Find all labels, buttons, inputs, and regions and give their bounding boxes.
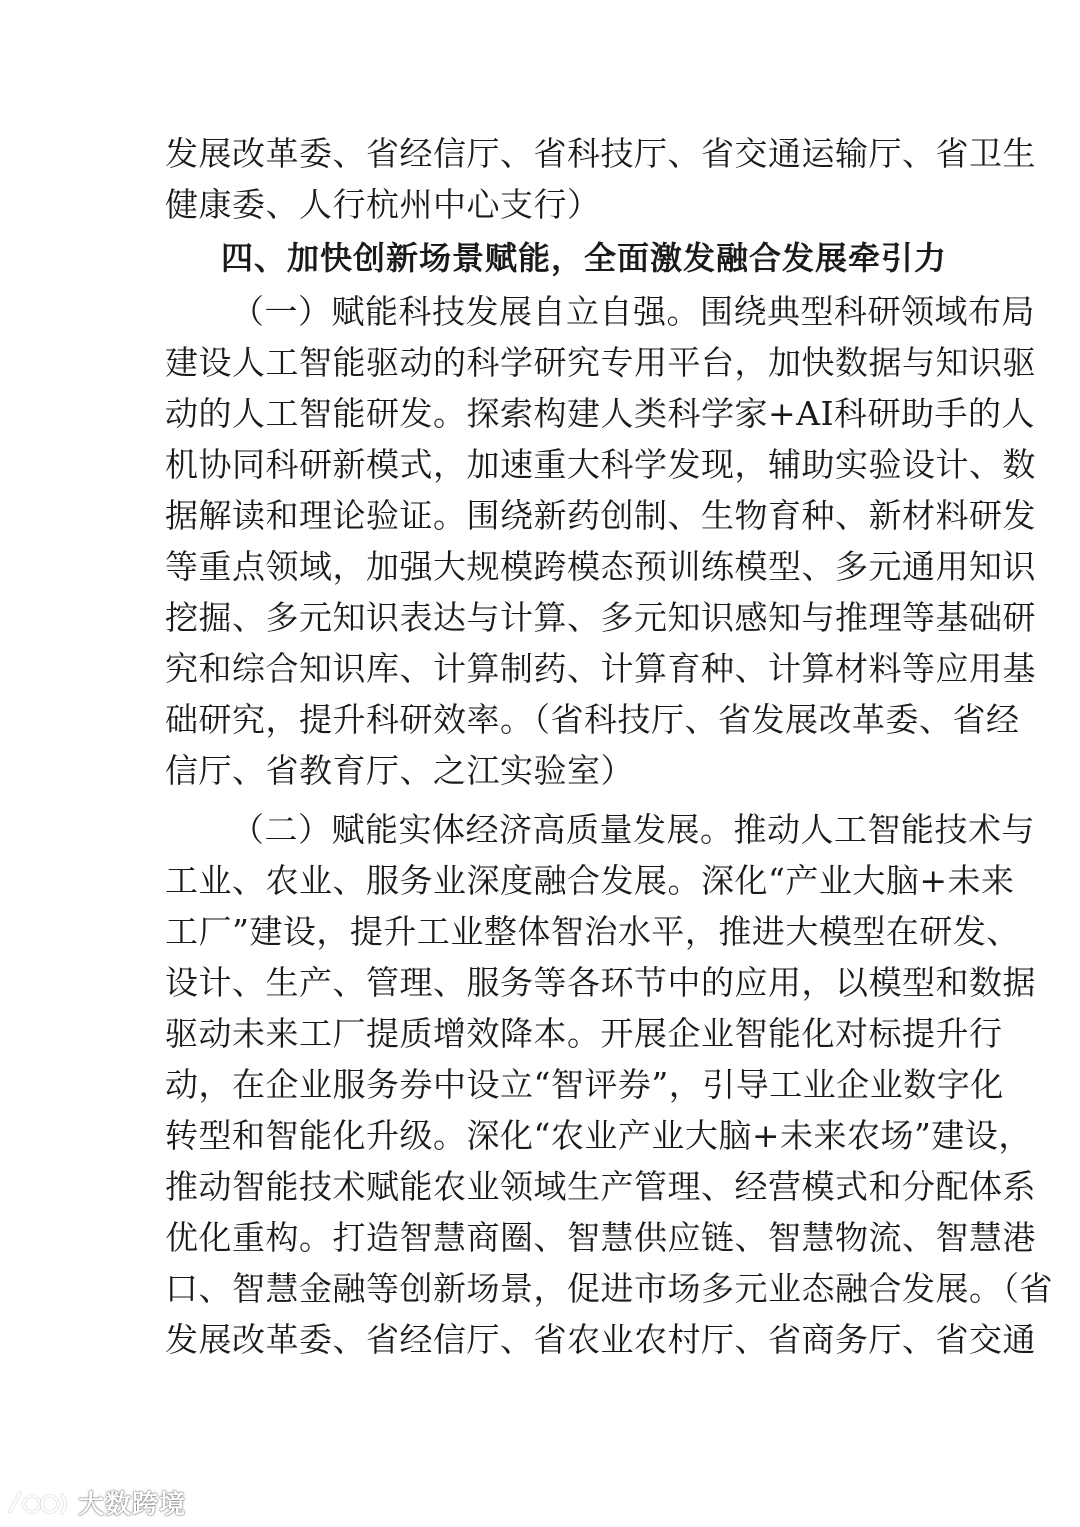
section1-line-6: 等重点领域，加强大规模跨模态预训练模型、多元通用知识 <box>165 547 1036 586</box>
section1-line-9: 础研究，提升科研效率。（省科技厅、省发展改革委、省经 <box>165 700 1020 739</box>
document-page <box>165 128 1053 1365</box>
section2-line-2: 工业、农业、服务业深度融合发展。深化“产业大脑+未来 <box>165 861 1015 900</box>
section1-line-3: 动的人工智能研发。探索构建人类科学家+AI科研助手的人 <box>165 394 1036 433</box>
watermark-text: 大数跨境 <box>78 1489 187 1520</box>
section2-line-9: 优化重构。打造智慧商圈、智慧供应链、智慧物流、智慧港 <box>165 1218 1036 1257</box>
section2-line-8: 推动智能技术赋能农业领域生产管理、经营模式和分配体系 <box>165 1167 1036 1206</box>
watermark-logo-icon <box>6 1485 72 1519</box>
section-heading: 四、加快创新场景赋能，全面激发融合发展牵引力 <box>221 239 948 277</box>
section1-line-4: 机协同科研新模式，加速重大科学发现，辅助实验设计、数 <box>165 445 1036 484</box>
section2-line-7: 转型和智能化升级。深化“农业产业大脑+未来农场”建设， <box>165 1116 1032 1155</box>
section1-line-1: （一）赋能科技发展自立自强。围绕典型科研领域布局 <box>231 292 1035 331</box>
section1-line-2: 建设人工智能驱动的科学研究专用平台，加快数据与知识驱 <box>165 343 1036 382</box>
section2-line-4: 设计、生产、管理、服务等各环节中的应用，以模型和数据 <box>165 963 1036 1002</box>
section2-line-10: 口、智慧金融等创新场景，促进市场多元业态融合发展。（省 <box>165 1269 1053 1308</box>
section2-line-5: 驱动未来工厂提质增效降本。开展企业智能化对标提升行 <box>165 1014 1003 1053</box>
section1-line-10: 信厅、省教育厅、之江实验室） <box>165 751 634 790</box>
section2-line-11: 发展改革委、省经信厅、省农业农村厅、省商务厅、省交通 <box>165 1320 1036 1359</box>
intro-line-1: 发展改革委、省经信厅、省科技厅、省交通运输厅、省卫生 <box>165 134 1036 173</box>
intro-line-2: 健康委、人行杭州中心支行） <box>165 185 601 224</box>
section2-line-1: （二）赋能实体经济高质量发展。推动人工智能技术与 <box>231 810 1035 849</box>
section1-line-5: 据解读和理论验证。围绕新药创制、生物育种、新材料研发 <box>165 496 1036 535</box>
section1-line-8: 究和综合知识库、计算制药、计算育种、计算材料等应用基 <box>165 649 1036 688</box>
watermark <box>6 1482 186 1522</box>
section2-line-3: 工厂”建设，提升工业整体智治水平，推进大模型在研发、 <box>165 912 1020 951</box>
section1-line-7: 挖掘、多元知识表达与计算、多元知识感知与推理等基础研 <box>165 598 1036 637</box>
section2-line-6: 动，在企业服务券中设立“智评券”，引导工业企业数字化 <box>165 1065 1004 1104</box>
